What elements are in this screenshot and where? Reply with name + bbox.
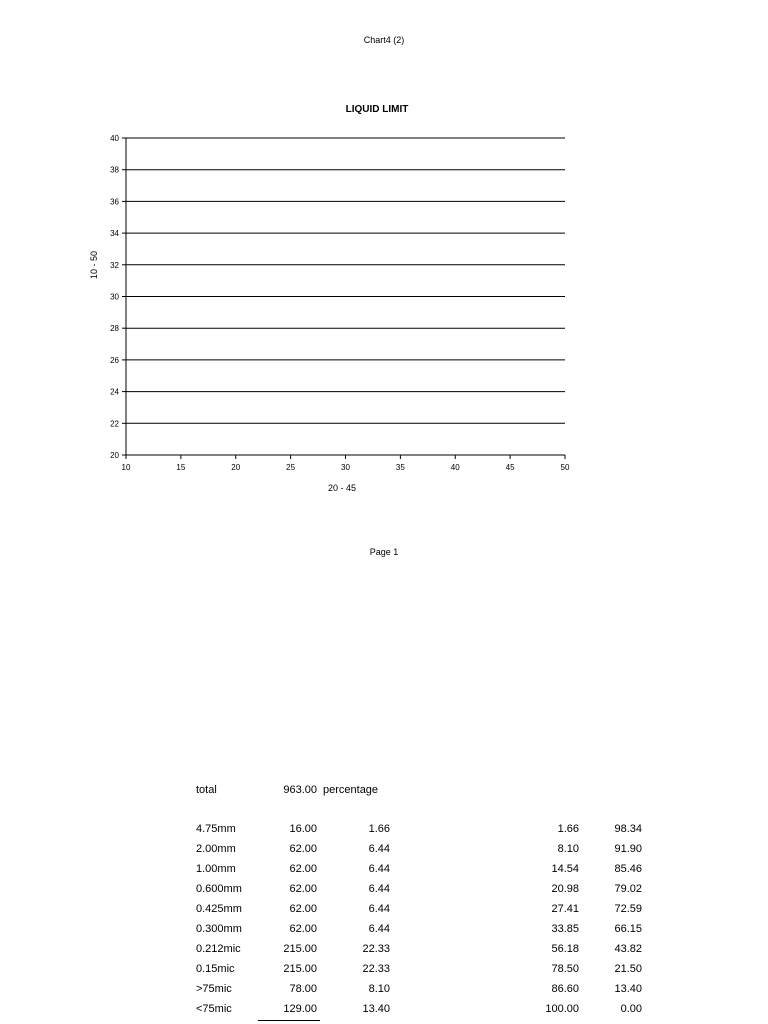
cumulative-percent: 27.41 [551, 903, 579, 915]
y-tick-label: 34 [110, 229, 119, 239]
y-tick-label: 20 [110, 451, 119, 460]
table-row [0, 823, 768, 843]
retained-weight: 62.00 [289, 843, 317, 855]
retained-weight: 62.00 [289, 883, 317, 895]
passing-percent: 85.46 [614, 863, 642, 875]
x-tick-label: 35 [395, 463, 405, 472]
passing-percent: 21.50 [614, 963, 642, 975]
y-tick-label: 36 [110, 197, 119, 207]
table-row [0, 863, 768, 883]
sieve-size: 2.00mm [196, 843, 236, 855]
x-tick-label: 40 [450, 463, 460, 472]
sieve-size: 4.75mm [196, 823, 236, 835]
passing-percent: 72.59 [614, 903, 642, 915]
cumulative-percent: 8.10 [557, 843, 579, 855]
retained-weight: 215.00 [283, 963, 317, 975]
sieve-size: <75mic [196, 1003, 232, 1015]
table-row [0, 923, 768, 943]
retained-weight: 62.00 [289, 863, 317, 875]
y-tick-label: 32 [110, 260, 119, 270]
retained-percent: 8.10 [368, 983, 390, 995]
cumulative-percent: 1.66 [557, 823, 579, 835]
retained-percent: 22.33 [362, 943, 390, 955]
retained-weight: 215.00 [283, 943, 317, 955]
x-axis [122, 455, 570, 472]
table-row [0, 903, 768, 923]
table-row [0, 963, 768, 983]
retained-percent: 1.66 [368, 823, 390, 835]
cumulative-percent: 33.85 [551, 923, 579, 935]
x-tick-label: 25 [286, 463, 296, 472]
x-tick-label: 45 [505, 463, 515, 472]
sieve-size: 1.00mm [196, 863, 236, 875]
page-footer: Page 1 [369, 547, 399, 557]
y-tick-label: 38 [110, 165, 119, 175]
chart-gridlines [126, 138, 565, 423]
passing-percent: 91.90 [614, 843, 642, 855]
table-row [0, 1003, 768, 1023]
table-row [0, 943, 768, 963]
sieve-size: 0.425mm [196, 903, 242, 915]
total-weight: 963.00 [283, 784, 317, 796]
retained-percent: 22.33 [362, 963, 390, 975]
total-underline [258, 1020, 320, 1021]
x-axis-label: 20 - 45 [327, 483, 357, 493]
percentage-label: percentage [323, 784, 379, 796]
y-tick-label: 24 [110, 387, 119, 397]
x-tick-label: 30 [341, 463, 350, 472]
sheet-title: Chart4 (2) [363, 35, 405, 45]
table-row [0, 883, 768, 903]
x-tick-label: 15 [176, 463, 186, 472]
y-tick-label: 30 [110, 292, 119, 302]
x-tick-label: 50 [560, 463, 570, 472]
retained-weight: 62.00 [289, 923, 317, 935]
y-tick-label: 28 [110, 324, 119, 334]
y-tick-label: 22 [110, 419, 119, 429]
sieve-size: 0.300mm [196, 923, 242, 935]
chart-title: LIQUID LIMIT [345, 104, 409, 115]
sieve-size: 0.212mic [196, 943, 241, 955]
cumulative-percent: 86.60 [551, 983, 579, 995]
liquid-limit-chart [0, 90, 768, 510]
retained-percent: 6.44 [368, 883, 390, 895]
cumulative-percent: 56.18 [551, 943, 579, 955]
retained-percent: 6.44 [368, 843, 390, 855]
passing-percent: 43.82 [614, 943, 642, 955]
retained-weight: 16.00 [289, 823, 317, 835]
retained-percent: 6.44 [368, 863, 390, 875]
sieve-size: >75mic [196, 983, 232, 995]
sieve-size: 0.600mm [196, 883, 242, 895]
x-tick-label: 20 [231, 463, 241, 472]
retained-percent: 6.44 [368, 903, 390, 915]
passing-percent: 66.15 [614, 923, 642, 935]
passing-percent: 13.40 [614, 983, 642, 995]
table-row [0, 983, 768, 1003]
y-axis [110, 134, 126, 460]
passing-percent: 0.00 [620, 1003, 642, 1015]
x-tick-label: 10 [121, 463, 131, 472]
retained-percent: 6.44 [368, 923, 390, 935]
cumulative-percent: 78.50 [551, 963, 579, 975]
retained-percent: 13.40 [362, 1003, 390, 1015]
total-label: total [196, 784, 217, 796]
cumulative-percent: 100.00 [545, 1003, 579, 1015]
passing-percent: 79.02 [614, 883, 642, 895]
y-axis-label: 10 - 50 [89, 250, 99, 280]
cumulative-percent: 20.98 [551, 883, 579, 895]
cumulative-percent: 14.54 [551, 863, 579, 875]
retained-weight: 129.00 [283, 1003, 317, 1015]
y-tick-label: 26 [110, 355, 119, 365]
table-row [0, 843, 768, 863]
retained-weight: 62.00 [289, 903, 317, 915]
passing-percent: 98.34 [614, 823, 642, 835]
y-tick-label: 40 [110, 134, 119, 143]
sieve-size: 0.15mic [196, 963, 235, 975]
retained-weight: 78.00 [289, 983, 317, 995]
